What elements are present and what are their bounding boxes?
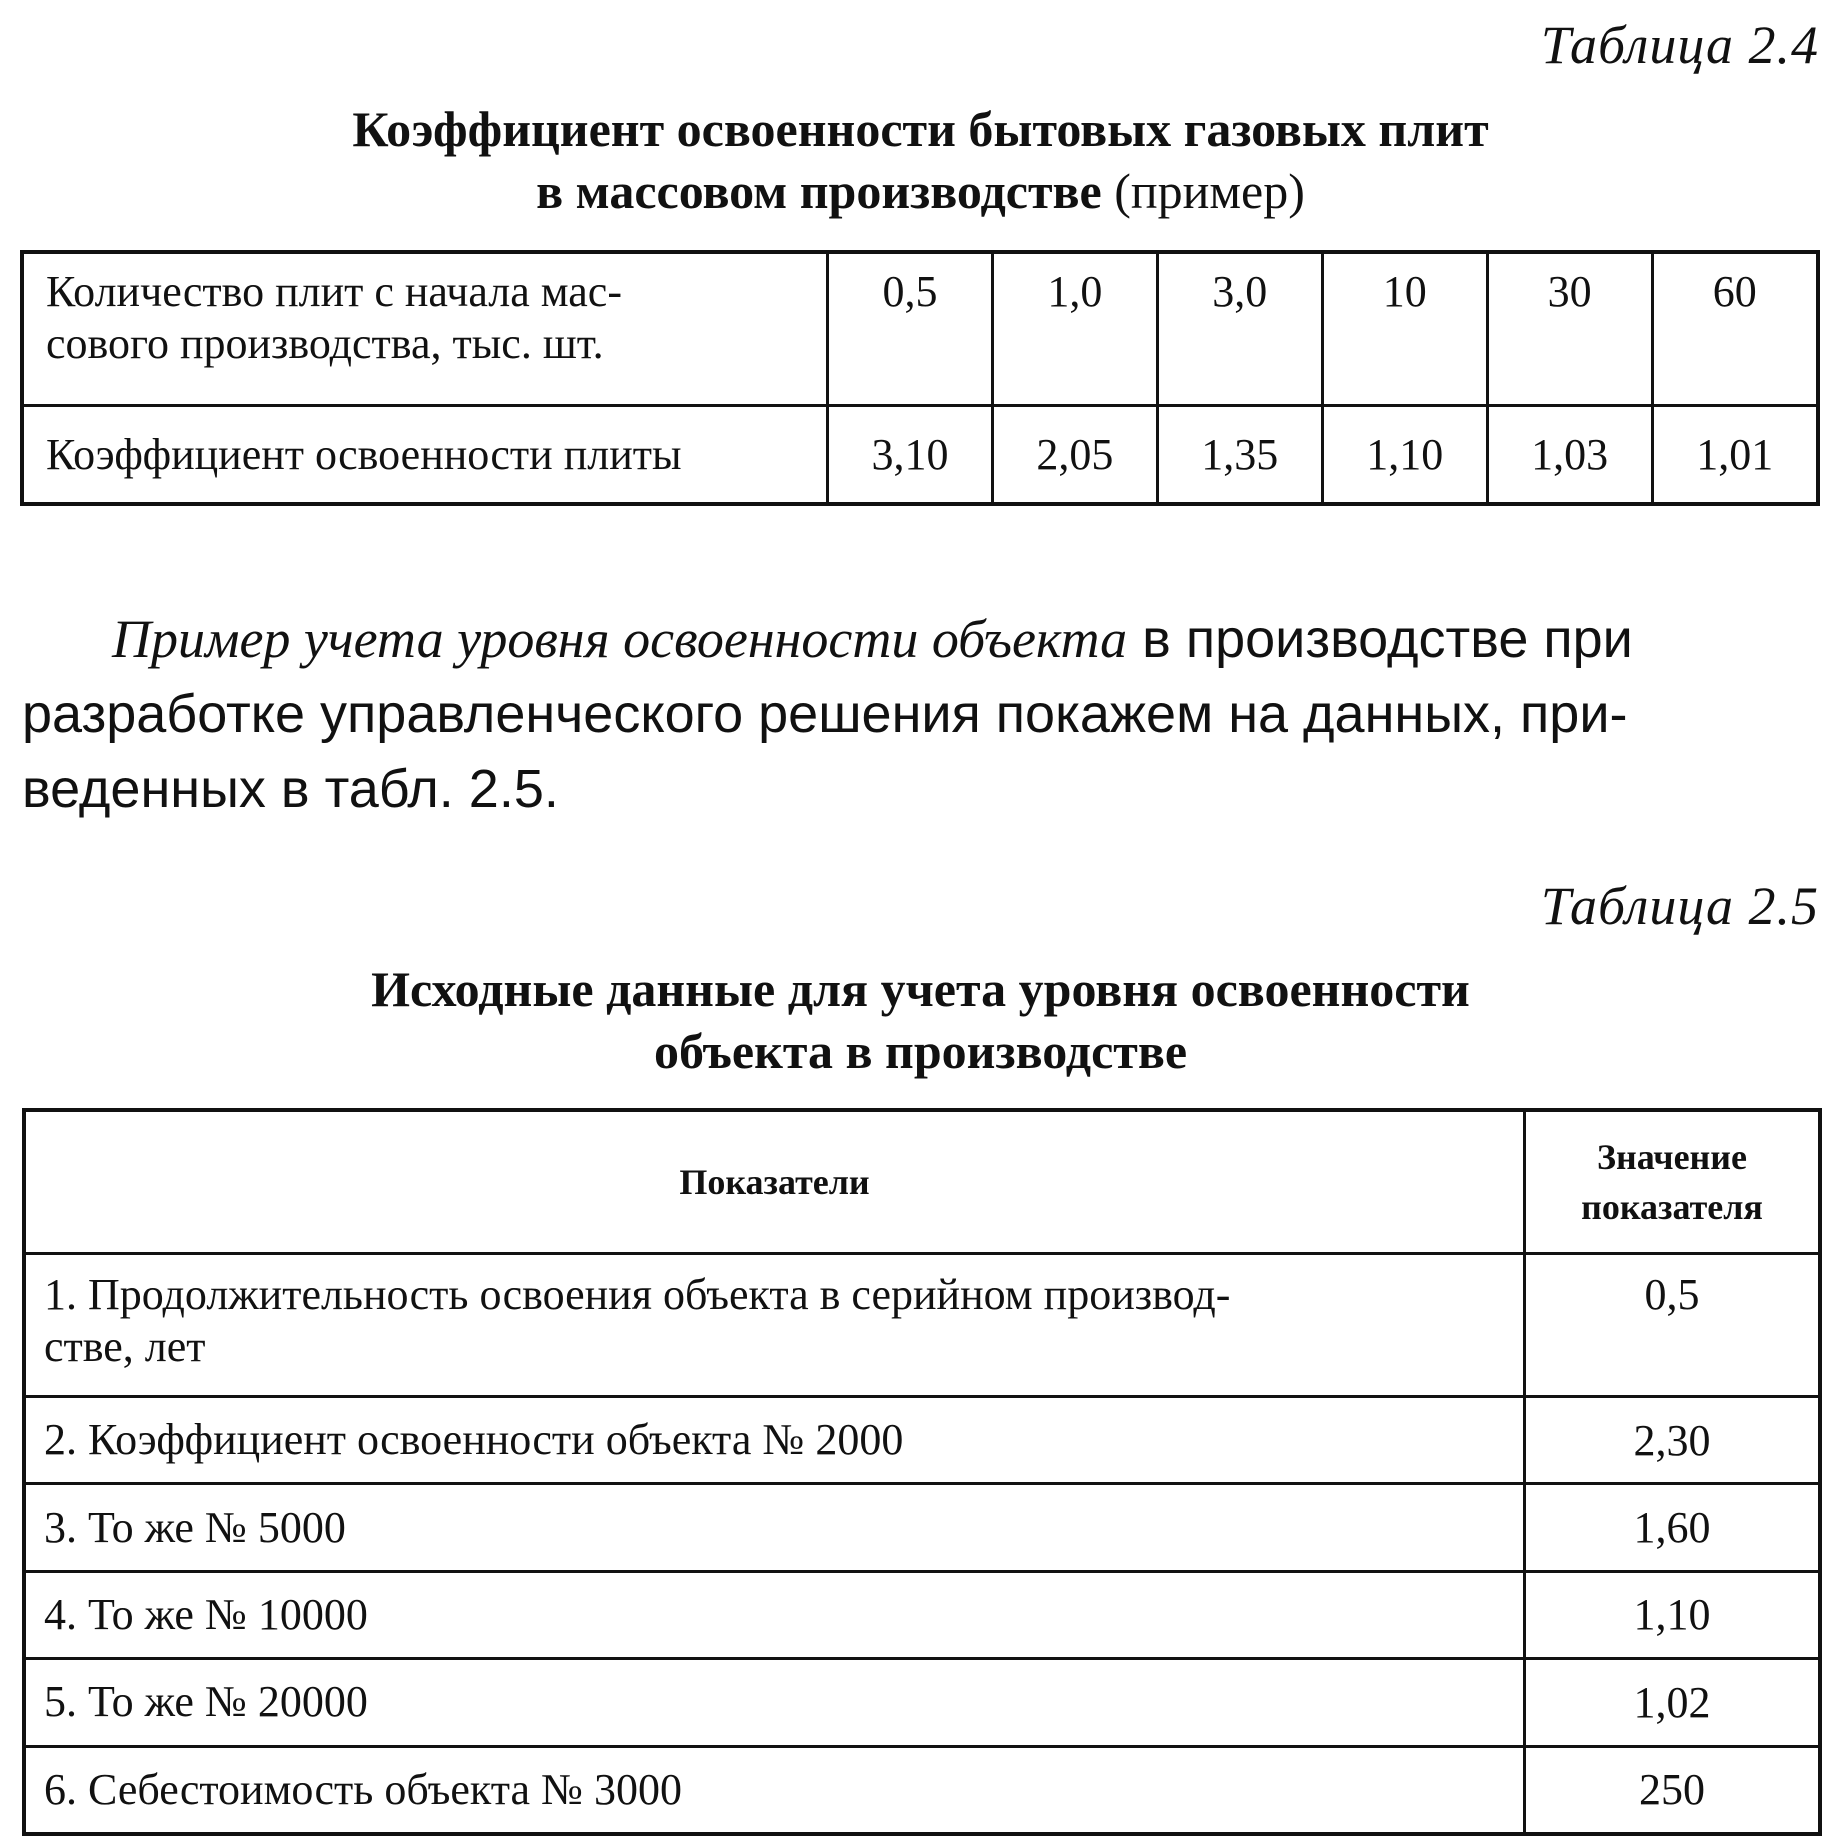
indicator-line: стве, лет <box>44 1322 206 1371</box>
table-row <box>24 1397 1820 1484</box>
table-title-2-4-suffix: (пример) <box>1101 163 1305 219</box>
column-header-indicators: Показатели <box>24 1110 1525 1254</box>
table-cell: 1,10 <box>1322 406 1487 505</box>
table-cell: 30 <box>1487 252 1652 406</box>
row-label-line: сового производства, тыс. шт. <box>46 319 604 368</box>
table-row <box>24 1571 1820 1658</box>
table-cell: 60 <box>1652 252 1818 406</box>
table-cell: 1,01 <box>1652 406 1818 505</box>
row-label-coefficient: Коэффициент освоенности плиты <box>22 406 828 505</box>
table-cell: 1,35 <box>1157 406 1322 505</box>
table-cell: 1,0 <box>992 252 1157 406</box>
table-title-2-4 <box>0 98 1841 222</box>
table-row <box>24 1746 1820 1834</box>
indicator-cell: 4. То же № 10000 <box>24 1571 1525 1658</box>
table-title-2-5-line2: объекта в производстве <box>653 1023 1188 1079</box>
value-cell: 2,30 <box>1525 1397 1821 1484</box>
table-row <box>24 1484 1820 1571</box>
table-title-2-5 <box>0 958 1841 1082</box>
table-cell: 0,5 <box>828 252 993 406</box>
table-title-2-4-line2 <box>0 160 1841 222</box>
table-cell: 10 <box>1322 252 1487 406</box>
indicator-line: 1. Продолжительность освоения объекта в серийном производ- <box>44 1270 1231 1319</box>
row-label-line: Количество плит с начала мас- <box>46 267 622 316</box>
table-cell: 1,03 <box>1487 406 1652 505</box>
indicator-cell: 3. То же № 5000 <box>24 1484 1525 1571</box>
table-row <box>22 406 1818 505</box>
paragraph-italic-phrase: Пример учета уровня освоенности объекта <box>112 609 1128 669</box>
table-title-2-5-line1: Исходные данные для учета уровня освоенности <box>371 961 1470 1017</box>
table-label-2-4: Таблица 2.4 <box>1540 15 1819 75</box>
table-cell: 3,10 <box>828 406 993 505</box>
column-header-value-line: Значение <box>1596 1137 1748 1177</box>
paragraph-line <box>22 602 1822 677</box>
table-row <box>22 252 1818 406</box>
table-cell: 2,05 <box>992 406 1157 505</box>
body-paragraph <box>22 602 1822 827</box>
table-header-row <box>24 1110 1820 1254</box>
table-row <box>24 1254 1820 1397</box>
paragraph-line: разработке управленческого решения покажем на данных, при- <box>22 684 1628 744</box>
table-row <box>24 1659 1820 1746</box>
value-cell: 0,5 <box>1525 1254 1821 1397</box>
indicator-cell: 2. Коэффициент освоенности объекта № 2000 <box>24 1397 1525 1484</box>
table-title-2-4-bold: в массовом производстве <box>536 163 1102 219</box>
table-cell: 3,0 <box>1157 252 1322 406</box>
indicator-cell: 6. Себестоимость объекта № 3000 <box>24 1746 1525 1834</box>
table-2-4 <box>20 250 1820 506</box>
value-cell: 1,10 <box>1525 1571 1821 1658</box>
paragraph-line: веденных в табл. 2.5. <box>22 759 559 819</box>
column-header-value <box>1525 1110 1821 1254</box>
column-header-value-line: показателя <box>1581 1187 1763 1227</box>
value-cell: 1,02 <box>1525 1659 1821 1746</box>
paragraph-text: в производстве при <box>1127 609 1633 669</box>
indicator-cell: 5. То же № 20000 <box>24 1659 1525 1746</box>
table-2-5 <box>22 1108 1822 1836</box>
value-cell: 250 <box>1525 1746 1821 1834</box>
table-label-2-5: Таблица 2.5 <box>1540 876 1819 936</box>
indicator-cell <box>24 1254 1525 1397</box>
value-cell: 1,60 <box>1525 1484 1821 1571</box>
table-title-2-4-line1: Коэффициент освоенности бытовых газовых плит <box>352 101 1489 157</box>
row-label-quantity <box>22 252 828 406</box>
